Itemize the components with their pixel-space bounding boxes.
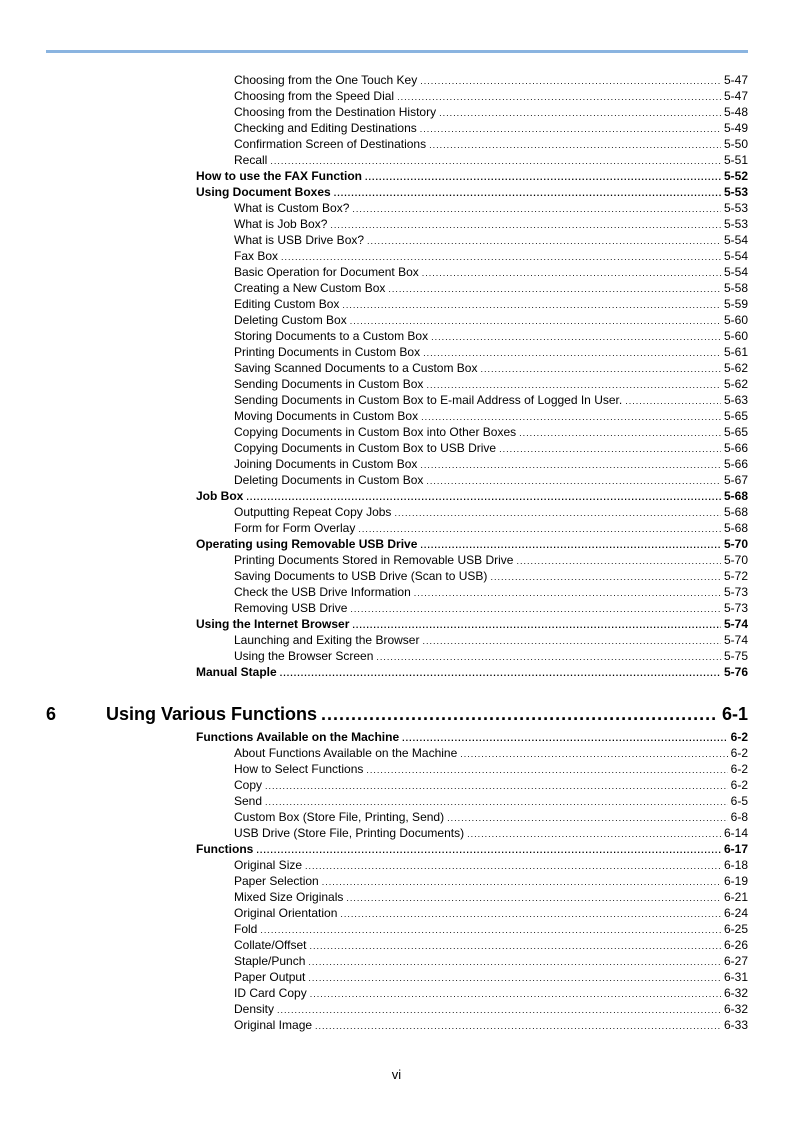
leader-dots (310, 986, 721, 1002)
leader-dots (315, 1018, 721, 1034)
toc-entry-page: 6-25 (723, 922, 748, 936)
leader-dots (414, 585, 721, 601)
leader-dots (426, 473, 721, 489)
toc-entry-title: Creating a New Custom Box (234, 281, 386, 295)
toc-entry-title: How to Select Functions (234, 762, 364, 776)
toc-entry-title: Operating using Removable USB Drive (196, 537, 418, 551)
toc-entry[interactable] (234, 889, 748, 905)
toc-entry-page: 5-48 (723, 105, 748, 119)
toc-entry[interactable] (234, 857, 748, 873)
toc-entry[interactable] (234, 1001, 748, 1017)
toc-entry-title: Joining Documents in Custom Box (234, 457, 418, 471)
toc-entry-page: 5-52 (723, 169, 748, 183)
leader-dots (420, 537, 721, 553)
header-rule (46, 50, 748, 53)
toc-entry-title: Using Document Boxes (196, 185, 331, 199)
toc-entry-page: 6-8 (730, 810, 748, 824)
leader-dots (330, 217, 721, 233)
toc-entry[interactable] (234, 248, 748, 264)
toc-entry-title: Copy (234, 778, 263, 792)
leader-dots (422, 265, 721, 281)
toc-entry-title: Collate/Offset (234, 938, 307, 952)
toc-entry-title: USB Drive (Store File, Printing Documents) (234, 826, 465, 840)
toc-section[interactable] (196, 664, 748, 680)
toc-entry[interactable] (234, 761, 748, 777)
toc-entry-title: What is USB Drive Box? (234, 233, 365, 247)
leader-dots (352, 201, 721, 217)
toc-entry[interactable] (234, 600, 748, 616)
leader-dots (420, 121, 721, 137)
toc-entry-title: Using the Internet Browser (196, 617, 350, 631)
toc-entry-page: 5-53 (723, 217, 748, 231)
toc-entry-page: 5-67 (723, 473, 748, 487)
toc-entry-page: 5-68 (723, 505, 748, 519)
toc-entry-title: Copying Documents in Custom Box into Other Boxes (234, 425, 517, 439)
toc-section[interactable] (196, 184, 748, 200)
leader-dots (322, 874, 721, 890)
toc-entry-title: Send (234, 794, 263, 808)
toc-entry-page: 5-61 (723, 345, 748, 359)
toc-entry[interactable] (234, 312, 748, 328)
toc-entry[interactable] (234, 344, 748, 360)
toc-entry-page: 5-51 (723, 153, 748, 167)
leader-dots (270, 153, 721, 169)
toc-entry[interactable] (234, 953, 748, 969)
toc-entry-page: 5-74 (723, 633, 748, 647)
toc-entry-page: 6-14 (723, 826, 748, 840)
toc-entry[interactable] (234, 456, 748, 472)
toc-entry-page: 6-19 (723, 874, 748, 888)
toc-entry-title: Choosing from the One Touch Key (234, 73, 418, 87)
toc-entry-title: Editing Custom Box (234, 297, 340, 311)
toc-entry[interactable] (234, 969, 748, 985)
leader-dots (516, 553, 721, 569)
toc-entry-title: Job Box (196, 489, 244, 503)
toc-entry[interactable] (234, 905, 748, 921)
toc-section[interactable] (196, 616, 748, 632)
toc-section[interactable] (196, 729, 748, 745)
toc-entry[interactable] (234, 937, 748, 953)
toc-entry-page: 5-59 (723, 297, 748, 311)
toc-entry-page: 5-70 (723, 553, 748, 567)
toc-entry-title: Recall (234, 153, 268, 167)
leader-dots (480, 361, 721, 377)
toc-entry-page: 6-2 (730, 730, 748, 744)
toc-entry-page: 6-32 (723, 1002, 748, 1016)
toc-entry[interactable] (234, 280, 748, 296)
toc-entry-page: 6-26 (723, 938, 748, 952)
toc-entry-page: 5-66 (723, 441, 748, 455)
toc-entry-title: How to use the FAX Function (196, 169, 362, 183)
toc-entry-title: Fold (234, 922, 258, 936)
toc-entry-page: 6-32 (723, 986, 748, 1000)
leader-dots (402, 730, 728, 746)
toc-entry-title: Staple/Punch (234, 954, 306, 968)
toc-entry[interactable] (234, 809, 748, 825)
toc-entry-title: About Functions Available on the Machine (234, 746, 458, 760)
page-folio: vi (391, 1067, 402, 1082)
leader-dots (340, 906, 721, 922)
toc-entry-page: 5-47 (723, 73, 748, 87)
leader-dots (358, 521, 721, 537)
toc-entry-page: 5-74 (723, 617, 748, 631)
leader-dots (519, 425, 721, 441)
toc-entry[interactable] (234, 424, 748, 440)
toc-entry-page: 5-73 (723, 601, 748, 615)
toc-entry-title: Original Orientation (234, 906, 338, 920)
toc-entry[interactable] (234, 376, 748, 392)
toc-entry-title: Check the USB Drive Information (234, 585, 411, 599)
toc-entry[interactable] (234, 360, 748, 376)
leader-dots (352, 617, 721, 633)
toc-entry-page: 5-60 (723, 313, 748, 327)
chapter-page: 6-1 (721, 704, 748, 724)
toc-entry-page: 5-58 (723, 281, 748, 295)
toc-entry[interactable] (234, 985, 748, 1001)
toc-entry-page: 6-5 (730, 794, 748, 808)
toc-entry[interactable] (234, 200, 748, 216)
toc-entry[interactable] (234, 793, 748, 809)
toc-entry-title: Storing Documents to a Custom Box (234, 329, 429, 343)
toc-entry[interactable] (234, 568, 748, 584)
toc-entry-page: 5-62 (723, 361, 748, 375)
leader-dots (422, 633, 721, 649)
leader-dots (265, 794, 728, 810)
toc-entry-title: Functions Available on the Machine (196, 730, 400, 744)
toc-entry-page: 5-65 (723, 409, 748, 423)
chapter-title: Using Various Functions (106, 704, 318, 724)
leader-dots (350, 313, 721, 329)
toc-entry-title: Original Image (234, 1018, 313, 1032)
toc-entry-page: 5-75 (723, 649, 748, 663)
toc-entry[interactable] (234, 136, 748, 152)
toc-entry-page: 6-21 (723, 890, 748, 904)
toc-entry[interactable] (234, 120, 748, 136)
toc-entry[interactable] (234, 216, 748, 232)
toc-entry-page: 5-68 (723, 489, 748, 503)
toc-entry-page: 6-18 (723, 858, 748, 872)
toc-entry-title: Saving Scanned Documents to a Custom Box (234, 361, 478, 375)
toc-entry-page: 5-63 (723, 393, 748, 407)
toc-entry-title: Choosing from the Destination History (234, 105, 437, 119)
toc-entry-page: 5-65 (723, 425, 748, 439)
leader-dots (376, 649, 721, 665)
toc-entry-title: Sending Documents in Custom Box to E-mail Address of Logged In User. (234, 393, 623, 407)
toc-entry-page: 5-73 (723, 585, 748, 599)
leader-dots (499, 441, 721, 457)
toc-entry-page: 6-24 (723, 906, 748, 920)
toc-entry[interactable] (234, 408, 748, 424)
leader-dots (394, 505, 721, 521)
leader-dots (321, 702, 718, 726)
toc-entry-page: 5-72 (723, 569, 748, 583)
leader-dots (256, 842, 721, 858)
toc-entry[interactable] (234, 921, 748, 937)
toc-entry-page: 5-53 (723, 201, 748, 215)
leader-dots (460, 746, 727, 762)
toc-entry-page: 5-76 (723, 665, 748, 679)
toc-entry-title: Choosing from the Speed Dial (234, 89, 395, 103)
toc-entry[interactable] (234, 648, 748, 664)
toc-entry-title: Form for Form Overlay (234, 521, 356, 535)
toc-entry-title: Printing Documents in Custom Box (234, 345, 421, 359)
leader-dots (426, 377, 721, 393)
toc-entry-title: Deleting Documents in Custom Box (234, 473, 424, 487)
toc-entry-title: Deleting Custom Box (234, 313, 347, 327)
toc-entry-page: 6-27 (723, 954, 748, 968)
toc-entry-title: Density (234, 1002, 275, 1016)
toc-entry-title: Fax Box (234, 249, 279, 263)
leader-dots (439, 105, 721, 121)
toc-entry-page: 5-49 (723, 121, 748, 135)
toc-section[interactable] (196, 488, 748, 504)
toc-entry-title: ID Card Copy (234, 986, 307, 1000)
toc-entry-title: Launching and Exiting the Browser (234, 633, 420, 647)
leader-dots (420, 457, 721, 473)
leader-dots (308, 954, 721, 970)
leader-dots (388, 281, 721, 297)
leader-dots (265, 778, 728, 794)
toc-entry-title: Checking and Editing Destinations (234, 121, 417, 135)
toc-entry-page: 5-66 (723, 457, 748, 471)
leader-dots (346, 890, 721, 906)
leader-dots (447, 810, 728, 826)
toc-entry[interactable] (234, 825, 748, 841)
toc-entry-page: 5-60 (723, 329, 748, 343)
toc-entry[interactable] (234, 152, 748, 168)
toc-entry[interactable] (234, 440, 748, 456)
leader-dots (366, 762, 727, 778)
toc-entry-title: Custom Box (Store File, Printing, Send) (234, 810, 445, 824)
leader-dots (420, 73, 721, 89)
toc-entry[interactable] (234, 777, 748, 793)
toc-entry-title: Printing Documents Stored in Removable USB Drive (234, 553, 514, 567)
toc-entry-page: 6-31 (723, 970, 748, 984)
chapter-number: 6 (46, 704, 57, 724)
toc-entry-title: Functions (196, 842, 254, 856)
leader-dots (625, 393, 721, 409)
toc-entry-page: 5-54 (723, 265, 748, 279)
toc-entry-title: Paper Output (234, 970, 306, 984)
leader-dots (308, 970, 721, 986)
toc-entry-title: Mixed Size Originals (234, 890, 344, 904)
toc-entry-title: Original Size (234, 858, 303, 872)
toc-entry[interactable] (234, 1017, 748, 1033)
toc-entry[interactable] (234, 873, 748, 889)
toc-entry-page: 5-68 (723, 521, 748, 535)
toc-section[interactable] (196, 841, 748, 857)
leader-dots (342, 297, 721, 313)
toc-entry-page: 5-70 (723, 537, 748, 551)
leader-dots (246, 489, 721, 505)
toc-entry[interactable] (234, 104, 748, 120)
toc-entry-title: Using the Browser Screen (234, 649, 374, 663)
leader-dots (260, 922, 721, 938)
toc-entry-page: 5-62 (723, 377, 748, 391)
toc-entry-title: Manual Staple (196, 665, 277, 679)
toc-entry[interactable] (234, 472, 748, 488)
toc-entry-title: Basic Operation for Document Box (234, 265, 419, 279)
leader-dots (350, 601, 721, 617)
toc-entry-title: Moving Documents in Custom Box (234, 409, 419, 423)
toc-entry[interactable] (234, 392, 748, 408)
leader-dots (490, 569, 721, 585)
leader-dots (281, 249, 721, 265)
toc-section[interactable] (196, 168, 748, 184)
toc-entry[interactable] (234, 264, 748, 280)
toc-entry-title: Paper Selection (234, 874, 319, 888)
toc-section[interactable] (196, 536, 748, 552)
toc-chapter-6[interactable] (46, 702, 748, 726)
leader-dots (309, 938, 720, 954)
toc-entry-title: Removing USB Drive (234, 601, 348, 615)
toc-entry-page: 6-2 (730, 746, 748, 760)
leader-dots (334, 185, 721, 201)
toc-entry-title: What is Custom Box? (234, 201, 350, 215)
toc-entry[interactable] (234, 520, 748, 536)
leader-dots (277, 1002, 721, 1018)
leader-dots (305, 858, 721, 874)
toc-entry-title: Sending Documents in Custom Box (234, 377, 424, 391)
toc-entry-title: Confirmation Screen of Destinations (234, 137, 427, 151)
toc-entry-title: What is Job Box? (234, 217, 328, 231)
toc-entry-page: 5-47 (723, 89, 748, 103)
toc-entry[interactable] (234, 88, 748, 104)
toc-entry[interactable] (234, 745, 748, 761)
leader-dots (429, 137, 721, 153)
leader-dots (397, 89, 721, 105)
toc-entry[interactable] (234, 72, 748, 88)
toc-entry[interactable] (234, 504, 748, 520)
toc-entry[interactable] (234, 296, 748, 312)
leader-dots (431, 329, 721, 345)
toc-entry-page: 5-53 (723, 185, 748, 199)
leader-dots (280, 665, 721, 681)
toc-entry[interactable] (234, 632, 748, 648)
toc-entry-page: 5-54 (723, 249, 748, 263)
toc-entry-title: Outputting Repeat Copy Jobs (234, 505, 392, 519)
toc-entry-title: Saving Documents to USB Drive (Scan to USB) (234, 569, 488, 583)
toc-entry-page: 5-50 (723, 137, 748, 151)
toc-entry-page: 5-54 (723, 233, 748, 247)
leader-dots (423, 345, 721, 361)
toc-entry[interactable] (234, 232, 748, 248)
toc-entry-title: Copying Documents in Custom Box to USB Drive (234, 441, 497, 455)
toc-entry-page: 6-2 (730, 762, 748, 776)
toc-entry[interactable] (234, 584, 748, 600)
toc-entry-page: 6-33 (723, 1018, 748, 1032)
toc-entry-page: 6-17 (723, 842, 748, 856)
leader-dots (421, 409, 721, 425)
toc-entry-page: 6-2 (730, 778, 748, 792)
leader-dots (365, 169, 721, 185)
toc-entry[interactable] (234, 552, 748, 568)
leader-dots (467, 826, 721, 842)
toc-entry[interactable] (234, 328, 748, 344)
leader-dots (367, 233, 721, 249)
